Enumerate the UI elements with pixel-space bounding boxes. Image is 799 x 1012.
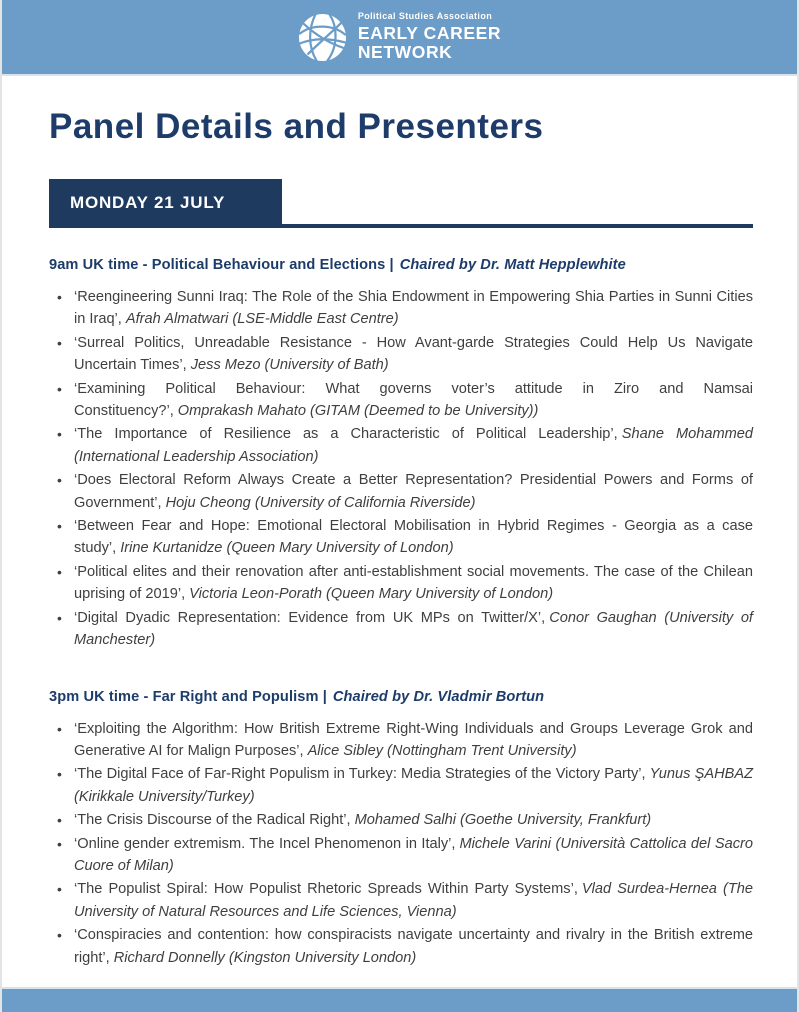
agenda-item [49, 607, 753, 652]
agenda-item [49, 561, 753, 606]
header-band [2, 0, 797, 76]
item-title: ‘Surreal Politics, Unreadable Resistance - How Avant-garde Strategies Could Help Us Navigate Uncertain Times’, [74, 334, 753, 374]
section-rule [49, 224, 753, 228]
item-title: ‘Exploiting the Algorithm: How British Extreme Right-Wing Individuals and Groups Leverage Grok and Generative AI for Malign Purposes’, [74, 720, 753, 759]
bullet-marker: • [57, 334, 62, 351]
psa-ecn-logo [298, 12, 501, 63]
item-title: ‘The Digital Face of Far-Right Populism in Turkey: Media Strategies of the Victory Party’, [74, 766, 646, 783]
item-title: ‘Examining Political Behaviour: What governs voter’s attitude in Ziro and Namsai Constituency?’, [74, 380, 753, 420]
footer-band [2, 987, 797, 1012]
item-presenter: Vlad Surdea-Hernea (The University of Natural Resources and Life Sciences, Vienna) [74, 881, 753, 920]
bullet-marker: • [57, 927, 62, 944]
agenda-item [49, 833, 753, 878]
session-block-3pm [49, 689, 753, 969]
item-title: ‘Between Fear and Hope: Emotional Electoral Mobilisation in Hybrid Regimes - Georgia as a case study’, [74, 518, 753, 557]
org-name-line1: EARLY CAREER [357, 22, 502, 43]
org-name-small: Political Studies Association [357, 10, 493, 21]
page-content [2, 74, 797, 970]
item-title: ‘Political elites and their renovation after anti-establishment social movements. The case of the Chilean uprising of 2019’, [74, 563, 753, 603]
item-presenter: Afrah Almatwari (LSE-Middle East Centre) [125, 311, 399, 328]
session-heading-text: 3pm UK time - Far Right and Populism | [49, 688, 327, 705]
item-presenter: Mohamed Salhi (Goethe University, Frankfurt) [354, 812, 652, 829]
item-title: ‘Reengineering Sunni Iraq: The Role of the Shia Endowment in Empowering Shia Parties in Sunni Cities in Iraq’, [74, 289, 753, 328]
bullet-marker: • [57, 812, 62, 829]
org-name-line2: NETWORK [357, 42, 453, 62]
session-heading [49, 257, 753, 273]
item-presenter: Shane Mohammed (International Leadership Association) [74, 426, 753, 465]
item-title: ‘Conspiracies and contention: how conspiracists navigate uncertainty and rivalry in the British extreme right’, [74, 927, 753, 966]
agenda-item [49, 924, 753, 969]
bullet-marker: • [57, 563, 62, 580]
item-presenter: Conor Gaughan (University of Manchester) [74, 609, 753, 649]
session-chair: Chaired by Dr. Vladmir Bortun [332, 688, 545, 705]
bullet-marker: • [57, 426, 62, 443]
agenda-item [49, 378, 753, 423]
item-presenter: Irine Kurtanidze (Queen Mary University of London) [120, 540, 454, 557]
bullet-marker: • [57, 766, 62, 783]
item-title: ‘The Importance of Resilience as a Characteristic of Political Leadership’, [74, 426, 618, 443]
item-title: ‘Digital Dyadic Representation: Evidence from UK MPs on Twitter/X’, [74, 609, 546, 626]
bullet-marker: • [57, 472, 62, 489]
item-presenter: Hoju Cheong (University of California Riverside) [165, 494, 476, 511]
session-block-9am [49, 257, 753, 652]
agenda-item [49, 286, 753, 331]
agenda-item [49, 332, 753, 377]
logo-wordmark [358, 12, 501, 63]
item-presenter: Richard Donnelly (Kingston University London) [113, 949, 417, 966]
agenda-item [49, 469, 753, 514]
globe-network-icon [298, 13, 347, 62]
item-title: ‘The Crisis Discourse of the Radical Right’, [74, 812, 351, 829]
day-banner-row [49, 147, 753, 224]
agenda-item [49, 878, 753, 923]
bullet-marker: • [57, 609, 62, 626]
item-presenter: Yunus ŞAHBAZ (Kirikkale University/Turkey) [74, 766, 753, 805]
session-heading [49, 689, 753, 705]
page-title: Panel Details and Presenters [49, 107, 544, 146]
item-presenter: Michele Varini (Università Cattolica del Sacro Cuore of Milan) [74, 835, 753, 874]
item-presenter: Omprakash Mahato (GITAM (Deemed to be University)) [177, 403, 539, 420]
agenda-item [49, 763, 753, 808]
agenda-item [49, 515, 753, 560]
item-presenter: Victoria Leon-Porath (Queen Mary University of London) [189, 586, 554, 603]
session-heading-text: 9am UK time - Political Behaviour and Elections | [49, 257, 394, 273]
bullet-marker: • [57, 881, 62, 898]
bullet-marker: • [57, 289, 62, 305]
agenda-list [49, 718, 753, 969]
item-presenter: Alice Sibley (Nottingham Trent University) [307, 742, 577, 759]
agenda-item [49, 423, 753, 468]
session-chair: Chaired by Dr. Matt Hepplewhite [399, 257, 626, 273]
bullet-marker: • [57, 380, 62, 397]
item-presenter: Jess Mezo (University of Bath) [190, 357, 389, 374]
day-banner: MONDAY 21 JULY [49, 179, 282, 224]
bullet-marker: • [57, 518, 62, 535]
bullet-marker: • [57, 720, 62, 737]
agenda-item [49, 718, 753, 763]
item-title: ‘The Populist Spiral: How Populist Rhetoric Spreads Within Party Systems’, [74, 881, 578, 898]
agenda-list [49, 286, 753, 652]
item-title: ‘Does Electoral Reform Always Create a Better Representation? Presidential Powers and Forms of Government’, [74, 472, 753, 511]
bullet-marker: • [57, 835, 62, 852]
agenda-item [49, 809, 753, 831]
item-title: ‘Online gender extremism. The Incel Phenomenon in Italy’, [74, 835, 456, 852]
